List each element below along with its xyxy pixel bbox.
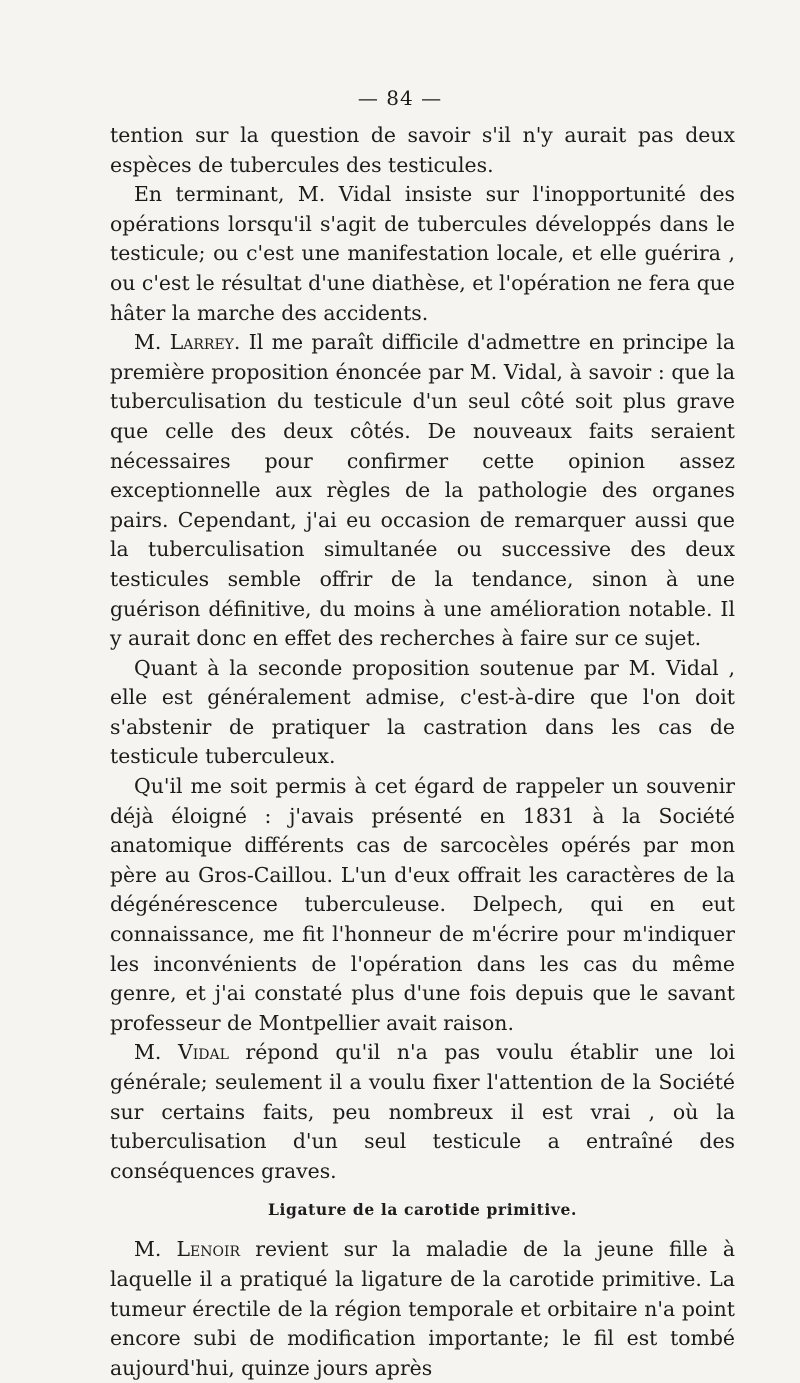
paragraph-vidal-reply [110,1038,735,1186]
paragraph-vidal-conclusion: En terminant, M. Vidal insiste sur l'inopportunité des opérations lorsqu'il s'agit de tubercules développés dans le testicule; ou c'est une manifestation locale, et elle guérira , ou c'est le résultat d'une diathèse, et l'opération ne fera que hâter la marche des accidents. [110,182,735,325]
paragraph-lenoir-text: revient sur la maladie de la jeune fille à laquelle il a pratiqué la ligature de la carotide primitive. La tumeur érectile de la région temporale et orbitaire n'a point encore subi de modification importante; le fil est tombé aujourd'hui, quinze jours après [110,1237,736,1380]
paragraph-larrey [110,328,735,654]
speaker-larrey: M. Larrey. [134,330,241,355]
body-text [110,121,735,1383]
page-number: — 84 — [357,86,443,110]
speaker-lenoir: M. Lenoir [134,1237,241,1262]
speaker-vidal: M. Vidal [134,1040,229,1065]
paragraph-larrey-text: Il me paraît difficile d'admettre en principe la première proposition énoncée par M. Vidal, à savoir : que la tuberculisation du testicule d'un seul côté soit plus grave que celle des deux côtés. De nouveaux faits seraient nécessaires pour confirmer cette opinion assez exceptionnelle aux règles de la pathologie des organes pairs. Cependant, j'ai eu occasion de remarquer aussi que la tuberculisation simultanée ou successive des deux testicules semble offrir de la tendance, sinon à une guérison définitive, du moins à une amélioration notable. Il y aurait donc en effet des recherches à faire sur ce sujet. [110,330,735,651]
paragraph-lenoir [110,1235,735,1383]
section-heading: Ligature de la carotide primitive. [268,1200,577,1220]
paragraph-vidal-reply-text: répond qu'il n'a pas voulu établir une loi générale; seulement il a voulu fixer l'attention de la Société sur certains faits, peu nombreux il est vrai , où la tuberculisation d'un seul testicule a entraîné des conséquences graves. [110,1040,736,1183]
paragraph-second-proposition: Quant à la seconde proposition soutenue par M. Vidal , elle est généralement admise, c'est-à-dire que l'on doit s'abstenir de pratiquer la castration dans les cas de testicule tuberculeux. [110,655,735,769]
paragraph-continuation: tention sur la question de savoir s'il n'y aurait pas deux espèces de tubercules des testicules. [110,123,735,177]
paragraph-souvenir: Qu'il me soit permis à cet égard de rappeler un souvenir déjà éloigné : j'avais présenté en 1831 à la Société anatomique différents cas de sarcocèles opérés par mon père au Gros-Caillou. L'un d'eux offrait les caractères de la dégénérescence tuberculeuse. Delpech, qui en eut connaissance, me fit l'honneur de m'écrire pour m'indiquer les inconvénients de l'opération dans les cas du même genre, et j'ai constaté plus d'une fois depuis que le savant professeur de Montpellier avait raison. [110,774,735,1035]
